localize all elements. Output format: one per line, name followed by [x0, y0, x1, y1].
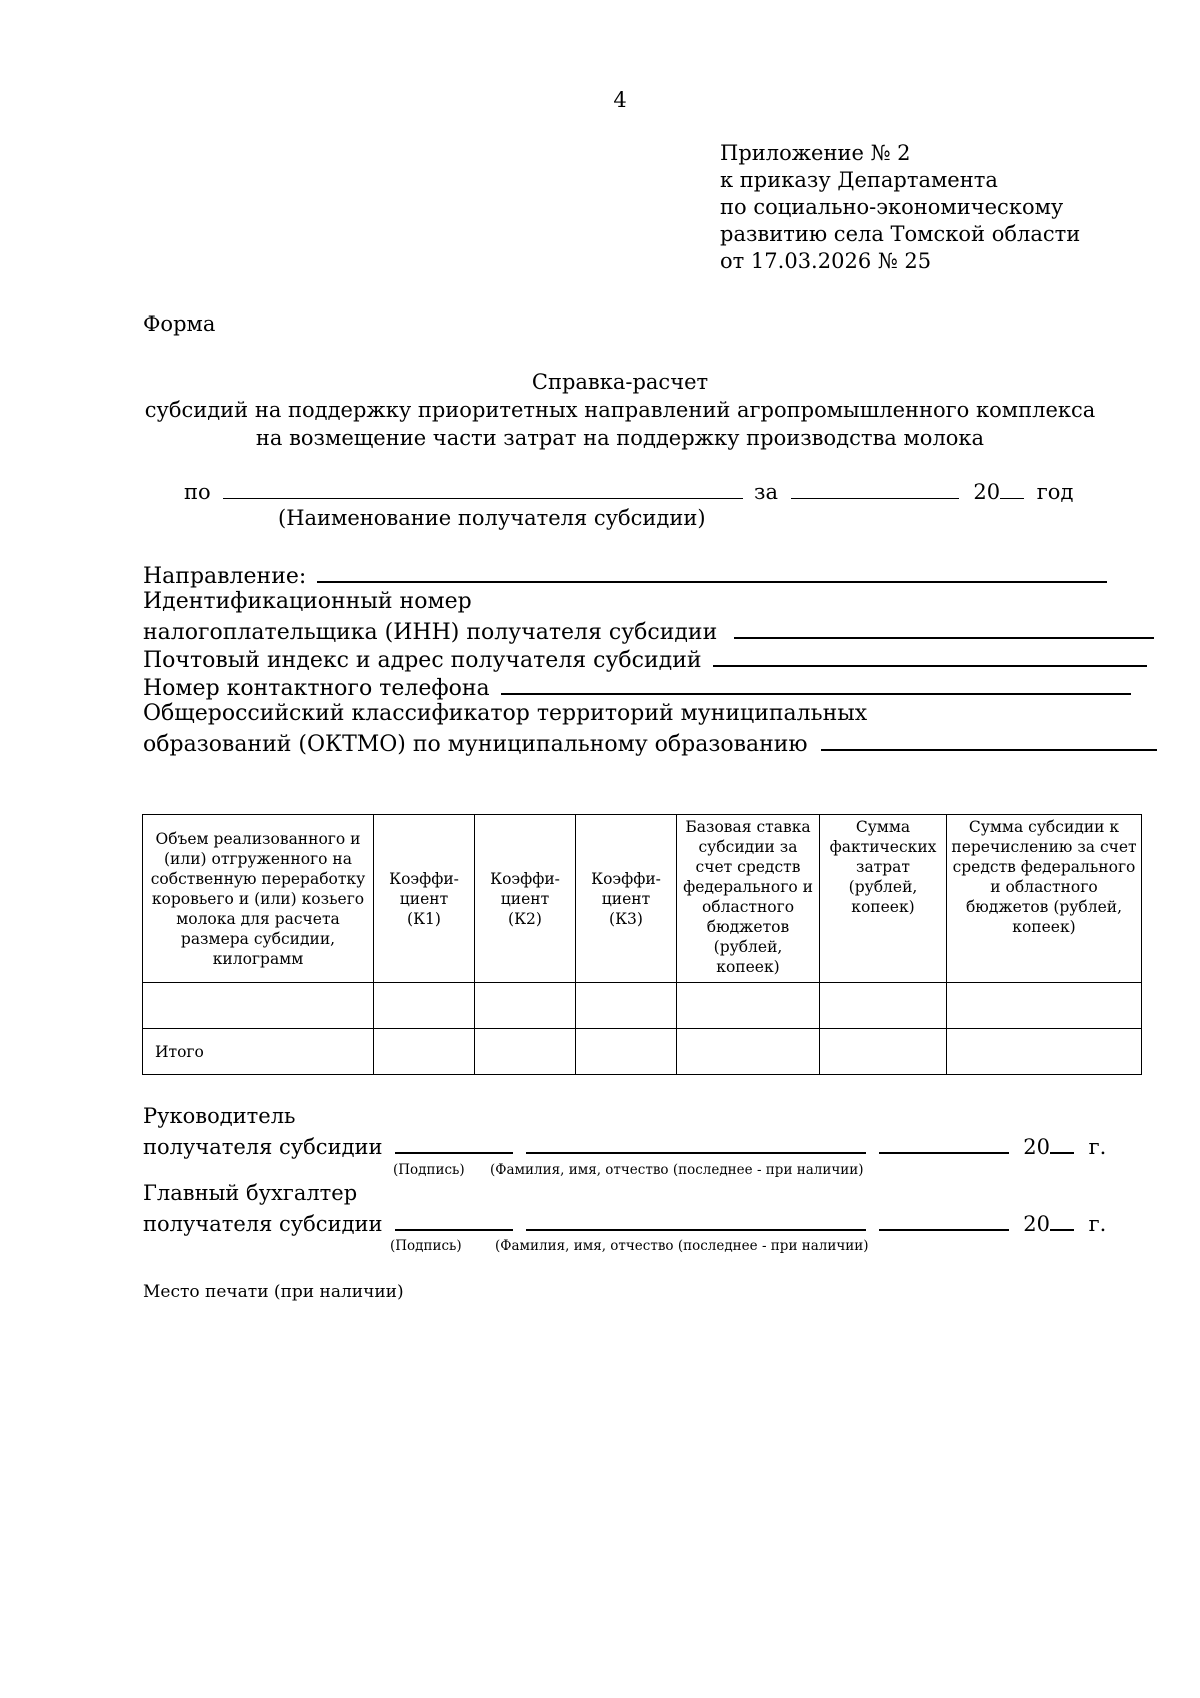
year-prefix: 20	[973, 480, 1001, 504]
year-prefix: 20	[1023, 1135, 1050, 1159]
table-cell[interactable]	[576, 983, 677, 1029]
address-label: Почтовый индекс и адрес получателя субсидий	[143, 648, 702, 673]
title-line: Справка-расчет	[531, 370, 709, 394]
direction-label: Направление:	[143, 564, 307, 589]
total-label: Итого	[143, 1029, 374, 1075]
year-prefix: 20	[1023, 1212, 1050, 1236]
header-k2: Коэффи- циент (К2)	[475, 815, 576, 983]
oktmo-label-line1: Общероссийский классификатор территорий муниципальных	[143, 701, 868, 726]
accountant-name-field[interactable]	[526, 1209, 866, 1231]
header-k3: Коэффи- циент (К3)	[576, 815, 677, 983]
table-row	[143, 983, 1142, 1029]
header-subsidy-amount: Сумма субсидии к перечислению за счет средств федерального и областного бюджетов (рублей, копеек)	[947, 815, 1142, 983]
head-year-field[interactable]	[1050, 1132, 1074, 1154]
title-line: на возмещение части затрат на поддержку производства молока	[255, 426, 985, 450]
table-total-row	[143, 1029, 1142, 1075]
address-field[interactable]	[713, 645, 1147, 667]
oktmo-field[interactable]	[821, 729, 1157, 751]
name-caption: (Фамилия, имя, отчество (последнее - при наличии)	[495, 1238, 869, 1254]
table-cell[interactable]	[475, 1029, 576, 1075]
title-line: субсидий на поддержку приоритетных направлений агропромышленного комплекса	[144, 398, 1096, 422]
year-suffix: г.	[1088, 1212, 1107, 1236]
accountant-date-field[interactable]	[879, 1209, 1009, 1231]
period-field[interactable]	[791, 478, 959, 499]
table-cell[interactable]	[820, 983, 947, 1029]
inn-row	[143, 617, 1154, 645]
table-cell[interactable]	[374, 983, 475, 1029]
table-cell[interactable]	[475, 983, 576, 1029]
appendix-block	[720, 140, 1080, 275]
header-actual-costs: Сумма фактических затрат (рублей, копеек)	[820, 815, 947, 983]
name-caption: (Фамилия, имя, отчество (последнее - при наличии)	[490, 1162, 864, 1178]
year-suffix: г.	[1088, 1135, 1107, 1159]
year-field[interactable]	[1000, 478, 1024, 499]
header-base-rate: Базовая ставка субсидии за счет средств федерального и областного бюджетов (рублей, копеек)	[677, 815, 820, 983]
document-title	[0, 368, 1200, 452]
phone-row	[143, 673, 1131, 701]
appendix-line: Приложение № 2	[720, 141, 911, 165]
table-cell[interactable]	[677, 1029, 820, 1075]
table-cell[interactable]	[947, 983, 1142, 1029]
accountant-year-field[interactable]	[1050, 1209, 1074, 1231]
accountant-label-line2: получателя субсидии	[143, 1212, 383, 1236]
phone-field[interactable]	[501, 673, 1131, 695]
appendix-line: по социально-экономическому	[720, 195, 1064, 219]
head-name-field[interactable]	[526, 1132, 866, 1154]
table-cell[interactable]	[947, 1029, 1142, 1075]
appendix-line: к приказу Департамента	[720, 168, 998, 192]
head-label-line2: получателя субсидии	[143, 1135, 383, 1159]
subsidy-table	[142, 814, 1142, 1075]
header-volume: Объем реализованного и (или) отгруженного на собственную переработку коровьего и (или) козьего молока для расчета размера субсидии, килограмм	[143, 815, 374, 983]
head-label-line1: Руководитель	[143, 1104, 296, 1128]
table-header-row	[143, 815, 1142, 983]
oktmo-label-line2: образований (ОКТМО) по муниципальному образованию	[143, 732, 808, 757]
recipient-name-field[interactable]	[223, 478, 743, 499]
stamp-place: Место печати (при наличии)	[143, 1282, 404, 1302]
signature-caption: (Подпись)	[390, 1238, 462, 1254]
table-cell[interactable]	[576, 1029, 677, 1075]
accountant-label-line1: Главный бухгалтер	[143, 1181, 358, 1205]
head-signature-field[interactable]	[395, 1132, 513, 1154]
phone-label: Номер контактного телефона	[143, 676, 490, 701]
accountant-signature-field[interactable]	[395, 1209, 513, 1231]
table-cell[interactable]	[820, 1029, 947, 1075]
head-date-field[interactable]	[879, 1132, 1009, 1154]
table-cell[interactable]	[677, 983, 820, 1029]
appendix-line: от 17.03.2026 № 25	[720, 249, 932, 273]
direction-field[interactable]	[317, 561, 1107, 583]
head-signature-row	[143, 1132, 1106, 1159]
inn-field[interactable]	[734, 617, 1154, 639]
inn-label-line2: налогоплательщика (ИНН) получателя субсидии	[143, 620, 718, 645]
appendix-line: развитию села Томской области	[720, 222, 1081, 246]
address-row	[143, 645, 1147, 673]
header-k1: Коэффи- циент (К1)	[374, 815, 475, 983]
signature-caption: (Подпись)	[393, 1162, 465, 1178]
za-label: за	[754, 480, 778, 504]
direction-row	[143, 561, 1107, 589]
page-number: 4	[613, 88, 627, 112]
po-label: по	[184, 480, 211, 504]
inn-label-line1: Идентификационный номер	[143, 589, 472, 614]
year-suffix: год	[1036, 480, 1074, 504]
recipient-line	[184, 478, 1073, 504]
form-label: Форма	[143, 312, 216, 336]
oktmo-row	[143, 729, 1157, 757]
table-cell[interactable]	[374, 1029, 475, 1075]
accountant-signature-row	[143, 1209, 1106, 1236]
table-cell[interactable]	[143, 983, 374, 1029]
recipient-caption: (Наименование получателя субсидии)	[278, 506, 706, 530]
